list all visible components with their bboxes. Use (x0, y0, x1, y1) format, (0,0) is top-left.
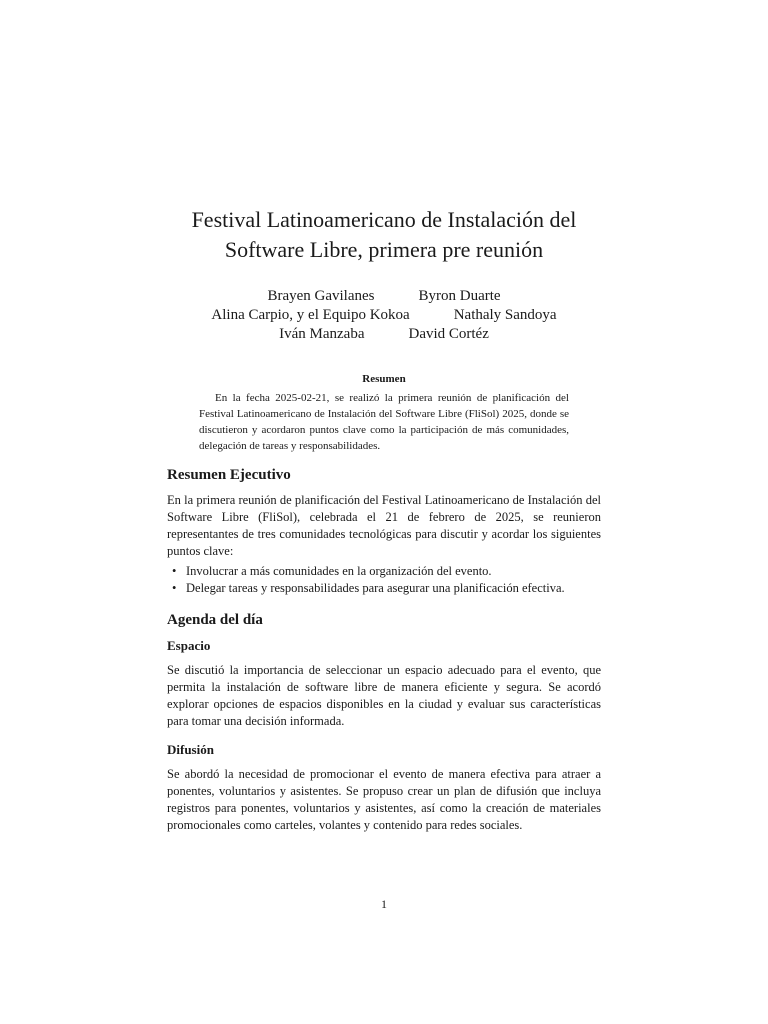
list-item (167, 563, 601, 580)
author-block (150, 287, 618, 344)
author-name: Nathaly Sandoya (453, 307, 557, 323)
author-row (150, 306, 618, 325)
title-line-1: Festival Latinoamericano de Instalación del (191, 207, 577, 232)
list-item-text: Involucrar a más comunidades en la organización del evento. (186, 564, 492, 578)
author-name: Brayen Gavilanes (267, 288, 375, 304)
page-number: 1 (381, 897, 387, 911)
subsection-heading-diffusion: Difusión (167, 742, 214, 757)
author-name: David Cortéz (408, 326, 489, 342)
diffusion-paragraph: Se abordó la necesidad de promocionar el evento de manera efectiva para atraer a ponentes, voluntarios y asistentes. Se propuso crear un plan de difusión que incluya registros para ponentes, voluntarios y asistentes, así como la creación de materiales promocionales como carteles, volantes y contenido para redes sociales. (167, 767, 601, 832)
section-heading-executive-summary: Resumen Ejecutivo (167, 467, 291, 483)
document-title (150, 205, 618, 265)
section-heading-agenda: Agenda del día (167, 612, 263, 628)
subsection-heading-space: Espacio (167, 638, 211, 653)
abstract-text: En la fecha 2025-02-21, se realizó la primera reunión de planificación del Festival Latinoamericano de Instalación del Software Libre (FliSol) 2025, donde se discutieron y acordaron puntos clave como la participación de más comunidades, delegación de tareas y responsabilidades. (199, 392, 569, 452)
title-line-2: Software Libre, primera pre reunión (224, 237, 544, 262)
abstract-heading: Resumen (362, 373, 406, 385)
list-item-text: Delegar tareas y responsabilidades para asegurar una planificación efectiva. (186, 581, 565, 595)
space-paragraph: Se discutió la importancia de seleccionar un espacio adecuado para el evento, que permita la instalación de software libre de manera eficiente y segura. Se acordó explorar opciones de espacios disponibles en la ciudad y evaluar sus características para tomar una decisión informada. (167, 663, 601, 728)
author-row (150, 287, 618, 306)
author-name: Byron Duarte (418, 288, 501, 304)
author-row (150, 325, 618, 344)
author-name: Iván Manzaba (279, 326, 365, 342)
list-item (167, 580, 601, 597)
bullet-icon: • (172, 564, 177, 578)
key-points-list (167, 563, 601, 597)
bullet-icon: • (172, 581, 177, 595)
author-name: Alina Carpio, y el Equipo Kokoa (211, 307, 410, 323)
executive-summary-paragraph: En la primera reunión de planificación del Festival Latinoamericano de Instalación del Software Libre (FliSol), celebrada el 21 de febrero de 2025, se reunieron representantes de tres comunidades tecnológicas para discutir y acordar los siguientes puntos clave: (167, 493, 601, 558)
